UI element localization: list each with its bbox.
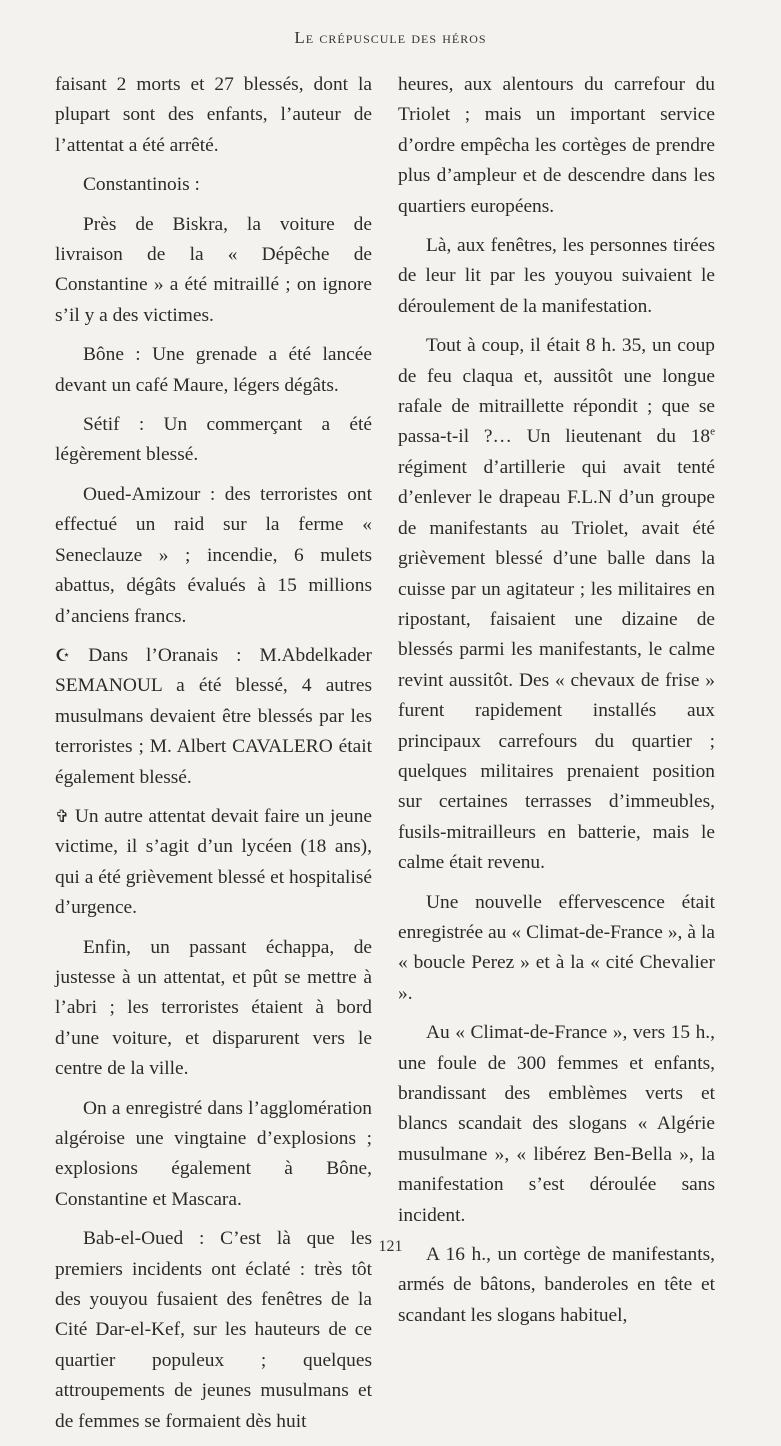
paragraph-text: Dans l’Oranais : M.Abdelkader SEMANOUL a été blessé, 4 autres musulmans devaient être blessés par les terroristes ; M. Albert CAVALERO était également blessé. [55,644,372,788]
paragraph: Bône : Une grenade a été lancée devant un café Maure, légers dégâts. [55,344,372,396]
paragraph: Bab-el-Oued : C’est là que les premiers incidents ont éclaté : très tôt des youyou fusaient des fenêtres de la Cité Dar-el-Kef, sur les hauteurs de ce quartier populeux ; quelques attroupements de jeunes musulmans et de femmes se formaient dès huit [55,1228,372,1432]
paragraph: Enfin, un passant échappa, de justesse à un attentat, et pût se mettre à l’abri ; les terroristes étaient à bord d’une voiture, et disparurent vers le centre de la ville. [55,936,372,1080]
paragraph: On a enregistré dans l’agglomération algéroise une vingtaine d’explosions ; explosions également à Bône, Constantine et Mascara. [55,1097,372,1210]
right-column [398,70,715,1340]
paragraph [398,331,715,878]
paragraph: Oued-Amizour : des terroristes ont effectué un raid sur la ferme « Seneclauze » ; incendie, 6 mulets abattus, dégâts évalués à 15 millions d’anciens francs. [55,483,372,627]
paragraph: Une nouvelle effervescence était enregistrée au « Climat-de-France », à la « boucle Perez » et à la « cité Chevalier ». [398,891,715,1004]
cross-icon: ✞ [55,806,70,827]
crescent-icon: ☪ [55,645,71,666]
paragraph: Au « Climat-de-France », vers 15 h., une foule de 300 femmes et enfants, brandissant des emblèmes verts et blancs scandait des slogans « Algérie musulmane », « libérez Ben-Bella », la manifestation s’est déroulée sans incident. [398,1022,715,1226]
paragraph-text: Un autre attentat devait faire un jeune victime, il s’agit d’un lycéen (18 ans), qui a été grièvement blessé et hospitalisé d’urgence. [55,805,372,919]
paragraph-text: régiment d’artillerie qui avait tenté d’enlever le drapeau F.L.N d’un groupe de manifestants au Triolet, avait été grièvement blessé d’une balle dans la cuisse par un agitateur ; les militaires en ripostant, faisaient une dizaine de blessés parmi les manifestants, le calme revint aussitôt. Des « chevaux de frise » furent rapidement installés aux principaux carrefours du quartier ; quelques militaires prenaient position sur certaines terrasses d’immeubles, fusils-mitrailleurs en batterie, mais le calme était revenu. [398,456,715,874]
paragraph: Près de Biskra, la voiture de livraison de la « Dépêche de Constantine » a été mitraillé ; on ignore s’il y a des victimes. [55,213,372,326]
paragraph: Constantinois : [83,174,200,196]
paragraph: Là, aux fenêtres, les personnes tirées de leur lit par les youyou suivaient le déroulement de la manifestation. [398,235,715,317]
paragraph: Sétif : Un commerçant a été légèrement blessé. [55,414,372,466]
paragraph [55,641,372,793]
paragraph: A 16 h., un cortège de manifestants, armés de bâtons, banderoles en tête et scandant les slogans habituel, [398,1244,715,1326]
paragraph: faisant 2 morts et 27 blessés, dont la plupart sont des enfants, l’auteur de l’attentat a été arrêté. [55,74,372,156]
paragraph: heures, aux alentours du carrefour du Triolet ; mais un important service d’ordre empêcha les cortèges de prendre plus d’ampleur et de descendre dans les quartiers européens. [398,74,715,217]
paragraph-text: Tout à coup, il était 8 h. 35, un coup de feu claqua et, aussitôt une longue rafale de mitraillette répondit ; que se passa-t-il ?… Un lieutenant du 18 [398,335,715,448]
running-header: Le crépuscule des héros [294,28,487,47]
superscript: e [710,426,715,438]
page-number: 121 [378,1238,403,1255]
paragraph [55,802,372,924]
